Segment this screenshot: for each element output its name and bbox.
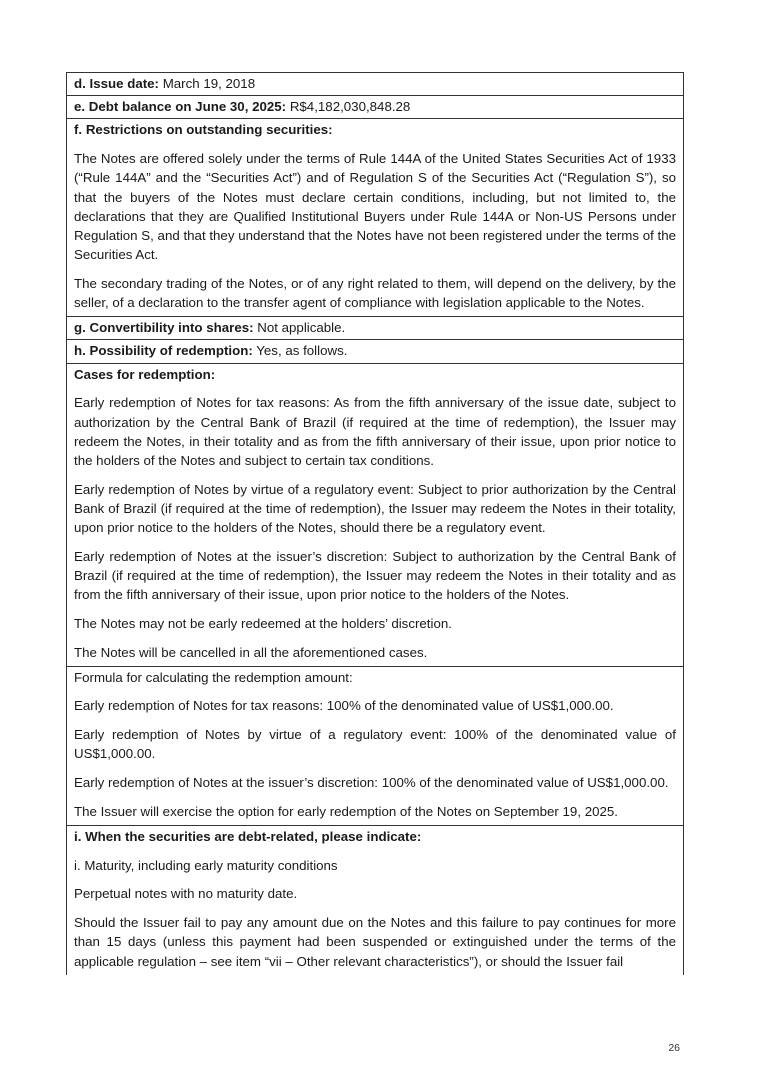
debt-balance-row <box>67 96 683 119</box>
redemption-case-paragraph: Early redemption of Notes by virtue of a regulatory event: Subject to prior authorization by the Central Bank of Brazil (if required at the time of redemption), the Issuer may redeem the Notes in their totality, upon prior notice to the holders of the Notes, should there be a regulatory event. <box>74 481 676 536</box>
restrictions-row <box>67 119 683 317</box>
redemption-formula-paragraph: Early redemption of Notes by virtue of a regulatory event: 100% of the denominated value of US$1,000.00. <box>74 727 676 762</box>
redemption-formula-row <box>67 667 683 826</box>
restrictions-paragraph: The secondary trading of the Notes, or of any right related to them, will depend on the delivery, by the seller, of a declaration to the transfer agent of compliance with legislation applicable to the Notes. <box>74 275 676 311</box>
redemption-value: Yes, as follows. <box>256 343 348 359</box>
redemption-formula-paragraph: The Issuer will exercise the option for early redemption of the Notes on September 19, 2025. <box>74 803 618 819</box>
redemption-formula-label: Formula for calculating the redemption amount: <box>74 669 353 685</box>
debt-related-label: i. When the securities are debt-related, please indicate: <box>74 829 422 844</box>
restrictions-label: f. Restrictions on outstanding securities: <box>74 122 333 138</box>
redemption-cases-row <box>67 364 683 667</box>
restrictions-paragraph: The Notes are offered solely under the terms of Rule 144A of the United States Securities Act of 1933 (“Rule 144A” and the “Securities Act”) and of Regulation S of the Securities Act (“Regulation S”), so that the buyers of the Notes must declare certain conditions, including, but not limited to, the declarations that they are Qualified Institutional Buyers under Rule 144A or Non-US Persons under Regulation S, and that they understand that the Notes have not been registered under the terms of the Securities Act. <box>74 151 676 263</box>
convertibility-label: g. Convertibility into shares: <box>74 320 254 336</box>
debt-balance-label: e. Debt balance on June 30, 2025: <box>74 99 287 115</box>
redemption-case-paragraph: Early redemption of Notes at the issuer’s discretion: Subject to authorization by the Central Bank of Brazil (if required at the time of redemption), the Issuer may redeem the Notes in their totality and as from the fifth anniversary of their issue, upon prior notice to the holders of the Notes. <box>74 548 676 603</box>
redemption-case-paragraph: The Notes will be cancelled in all the aforementioned cases. <box>74 644 428 660</box>
redemption-cases-label: Cases for redemption: <box>74 366 216 382</box>
redemption-formula-paragraph: Early redemption of Notes at the issuer’s discretion: 100% of the denominated value of US$1,000.00. <box>74 775 669 791</box>
debt-related-paragraph: i. Maturity, including early maturity conditions <box>74 857 338 873</box>
securities-table <box>66 72 684 975</box>
debt-related-paragraph: Perpetual notes with no maturity date. <box>74 886 298 902</box>
redemption-case-paragraph: The Notes may not be early redeemed at the holders’ discretion. <box>74 615 452 631</box>
issue-date-value: March 19, 2018 <box>162 76 256 91</box>
redemption-formula-paragraph: Early redemption of Notes for tax reasons: 100% of the denominated value of US$1,000.00. <box>74 698 614 714</box>
page-number: 26 <box>668 1042 680 1054</box>
redemption-case-paragraph: Early redemption of Notes for tax reasons: As from the fifth anniversary of the issue date, subject to authorization by the Central Bank of Brazil (if required at the time of redemption), the Issuer may redeem the Notes, in their totality and as from the fifth anniversary of their issue, upon prior notice to the holders of the Notes and subject to certain tax conditions. <box>74 395 676 468</box>
convertibility-value: Not applicable. <box>257 320 346 336</box>
redemption-row <box>67 340 683 363</box>
debt-related-row <box>67 826 683 975</box>
redemption-label: h. Possibility of redemption: <box>74 343 253 359</box>
convertibility-row <box>67 317 683 340</box>
issue-date-row <box>67 73 683 96</box>
debt-balance-value: R$4,182,030,848.28 <box>289 99 411 115</box>
issue-date-label: d. Issue date: <box>74 76 159 91</box>
debt-related-paragraph: Should the Issuer fail to pay any amount due on the Notes and this failure to pay continues for more than 15 days (unless this payment had been suspended or extinguished under the terms of the applicable regulation – see item “vii – Other relevant characteristics”), or should the Issuer fail <box>74 915 676 969</box>
